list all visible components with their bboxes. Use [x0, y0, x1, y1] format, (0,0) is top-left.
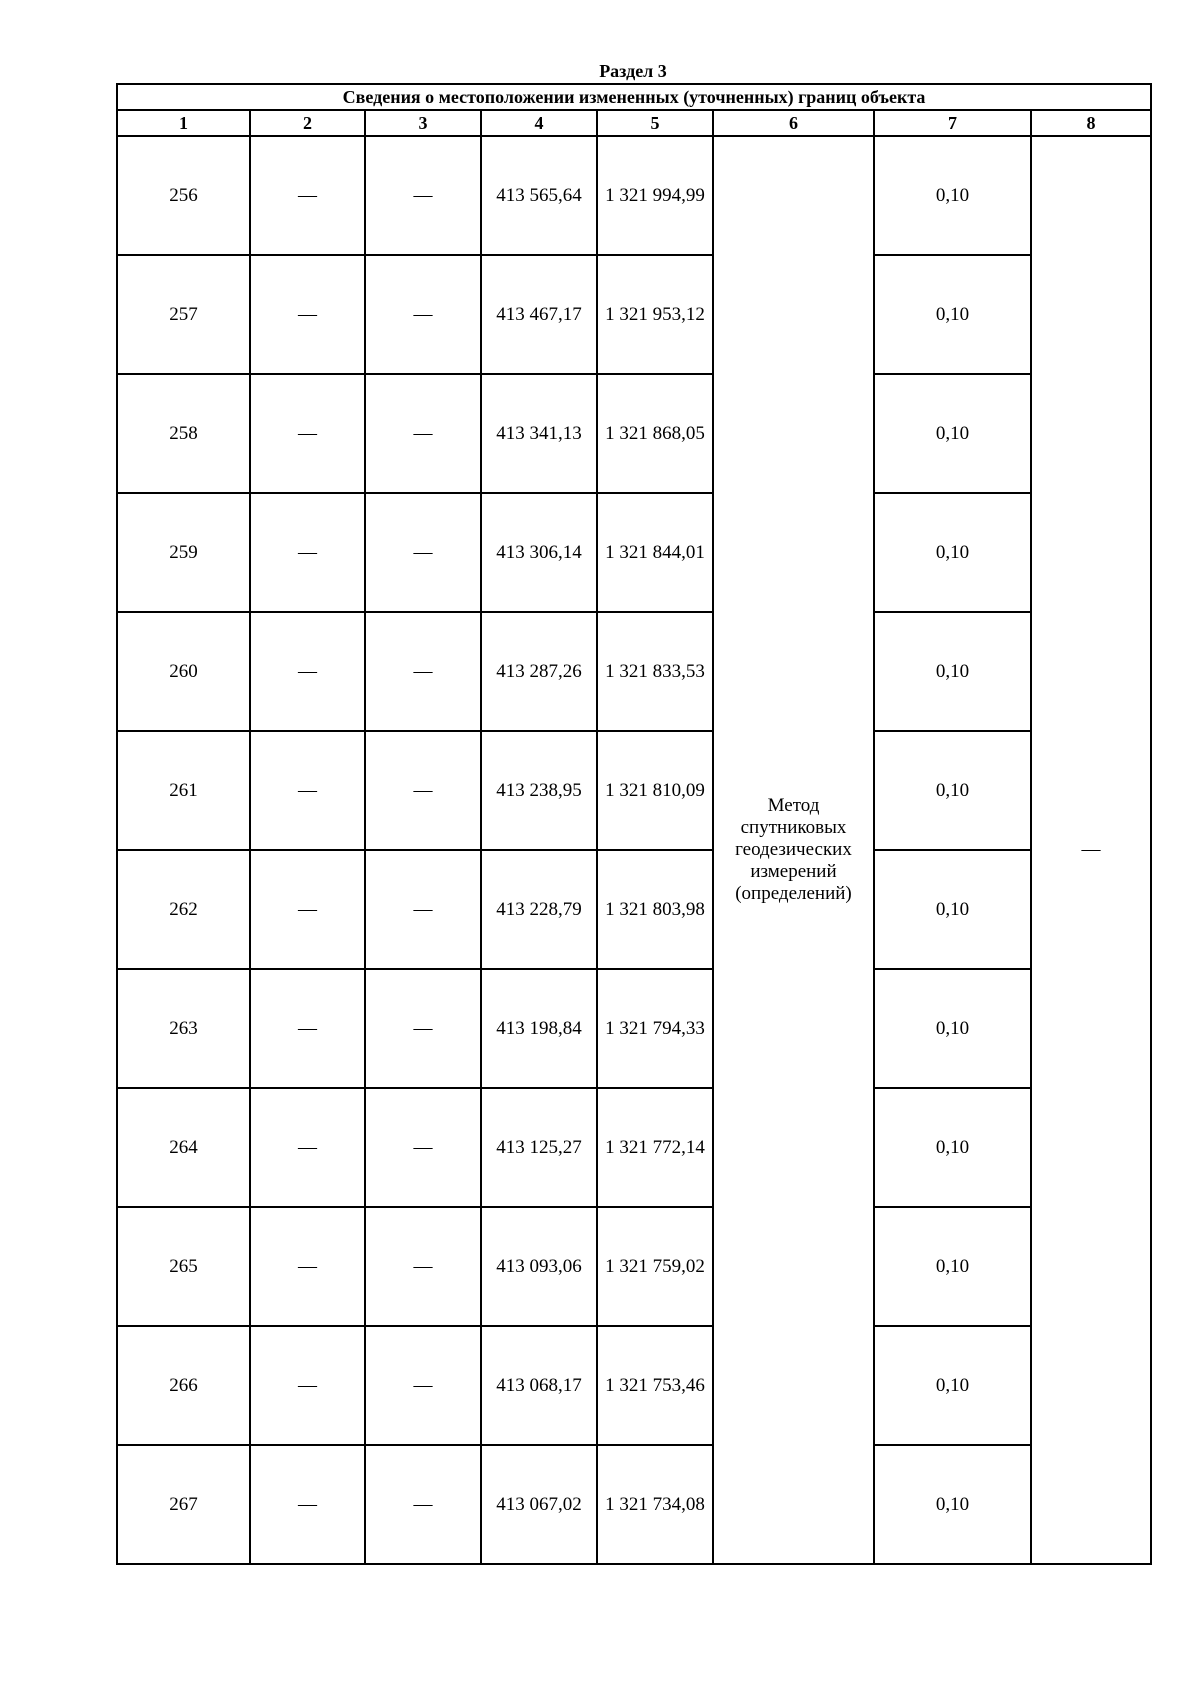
table-row	[117, 493, 1151, 612]
table-row	[117, 136, 1151, 255]
table-row	[117, 1445, 1151, 1564]
table-row	[117, 969, 1151, 1088]
column-2-cell: —	[250, 969, 365, 1088]
column-2-cell: —	[250, 1445, 365, 1564]
column-3-cell: —	[365, 850, 481, 969]
point-number-cell: 259	[117, 493, 250, 612]
x-coordinate-cell: 413 125,27	[481, 1088, 597, 1207]
column-number-row	[117, 110, 1151, 136]
column-2-cell: —	[250, 1088, 365, 1207]
point-number-cell: 260	[117, 612, 250, 731]
column-2-cell: —	[250, 374, 365, 493]
point-number-cell: 257	[117, 255, 250, 374]
column-number: 5	[597, 110, 713, 136]
column-number: 8	[1031, 110, 1151, 136]
y-coordinate-cell: 1 321 953,12	[597, 255, 713, 374]
y-coordinate-cell: 1 321 803,98	[597, 850, 713, 969]
point-number-cell: 265	[117, 1207, 250, 1326]
x-coordinate-cell: 413 198,84	[481, 969, 597, 1088]
x-coordinate-cell: 413 341,13	[481, 374, 597, 493]
point-number-cell: 258	[117, 374, 250, 493]
column-2-cell: —	[250, 612, 365, 731]
accuracy-cell: 0,10	[874, 850, 1031, 969]
x-coordinate-cell: 413 287,26	[481, 612, 597, 731]
column-number: 4	[481, 110, 597, 136]
table-row	[117, 850, 1151, 969]
x-coordinate-cell: 413 228,79	[481, 850, 597, 969]
point-number-cell: 261	[117, 731, 250, 850]
column-3-cell: —	[365, 255, 481, 374]
column-number: 2	[250, 110, 365, 136]
accuracy-cell: 0,10	[874, 731, 1031, 850]
column-8-cell: —	[1031, 136, 1151, 1564]
column-2-cell: —	[250, 1326, 365, 1445]
column-2-cell: —	[250, 731, 365, 850]
point-number-cell: 256	[117, 136, 250, 255]
column-3-cell: —	[365, 731, 481, 850]
y-coordinate-cell: 1 321 868,05	[597, 374, 713, 493]
x-coordinate-cell: 413 093,06	[481, 1207, 597, 1326]
column-2-cell: —	[250, 255, 365, 374]
table-row	[117, 255, 1151, 374]
accuracy-cell: 0,10	[874, 374, 1031, 493]
table-row	[117, 731, 1151, 850]
accuracy-cell: 0,10	[874, 1326, 1031, 1445]
column-number: 6	[713, 110, 874, 136]
y-coordinate-cell: 1 321 753,46	[597, 1326, 713, 1445]
column-3-cell: —	[365, 1207, 481, 1326]
method-cell: Метод спутниковых геодезических измерений (определений)	[713, 136, 874, 1564]
y-coordinate-cell: 1 321 772,14	[597, 1088, 713, 1207]
column-number: 3	[365, 110, 481, 136]
y-coordinate-cell: 1 321 994,99	[597, 136, 713, 255]
table-row	[117, 374, 1151, 493]
table-row	[117, 1207, 1151, 1326]
column-number: 1	[117, 110, 250, 136]
table-row	[117, 1088, 1151, 1207]
y-coordinate-cell: 1 321 833,53	[597, 612, 713, 731]
accuracy-cell: 0,10	[874, 612, 1031, 731]
column-2-cell: —	[250, 850, 365, 969]
y-coordinate-cell: 1 321 844,01	[597, 493, 713, 612]
accuracy-cell: 0,10	[874, 493, 1031, 612]
x-coordinate-cell: 413 068,17	[481, 1326, 597, 1445]
table-caption: Сведения о местоположении измененных (уточненных) границ объекта	[117, 84, 1151, 110]
point-number-cell: 263	[117, 969, 250, 1088]
table-row	[117, 612, 1151, 731]
point-number-cell: 262	[117, 850, 250, 969]
x-coordinate-cell: 413 067,02	[481, 1445, 597, 1564]
column-3-cell: —	[365, 136, 481, 255]
point-number-cell: 266	[117, 1326, 250, 1445]
column-3-cell: —	[365, 969, 481, 1088]
accuracy-cell: 0,10	[874, 136, 1031, 255]
y-coordinate-cell: 1 321 734,08	[597, 1445, 713, 1564]
section-title: Раздел 3	[599, 61, 667, 81]
accuracy-cell: 0,10	[874, 1207, 1031, 1326]
x-coordinate-cell: 413 467,17	[481, 255, 597, 374]
y-coordinate-cell: 1 321 810,09	[597, 731, 713, 850]
x-coordinate-cell: 413 565,64	[481, 136, 597, 255]
y-coordinate-cell: 1 321 759,02	[597, 1207, 713, 1326]
column-2-cell: —	[250, 1207, 365, 1326]
column-number: 7	[874, 110, 1031, 136]
x-coordinate-cell: 413 306,14	[481, 493, 597, 612]
column-2-cell: —	[250, 493, 365, 612]
accuracy-cell: 0,10	[874, 969, 1031, 1088]
column-3-cell: —	[365, 374, 481, 493]
column-3-cell: —	[365, 493, 481, 612]
table-body	[117, 136, 1151, 1564]
boundary-table	[116, 83, 1152, 1565]
point-number-cell: 267	[117, 1445, 250, 1564]
column-3-cell: —	[365, 1088, 481, 1207]
column-2-cell: —	[250, 136, 365, 255]
accuracy-cell: 0,10	[874, 255, 1031, 374]
point-number-cell: 264	[117, 1088, 250, 1207]
table-row	[117, 1326, 1151, 1445]
column-3-cell: —	[365, 612, 481, 731]
accuracy-cell: 0,10	[874, 1088, 1031, 1207]
column-3-cell: —	[365, 1445, 481, 1564]
accuracy-cell: 0,10	[874, 1445, 1031, 1564]
y-coordinate-cell: 1 321 794,33	[597, 969, 713, 1088]
x-coordinate-cell: 413 238,95	[481, 731, 597, 850]
column-3-cell: —	[365, 1326, 481, 1445]
